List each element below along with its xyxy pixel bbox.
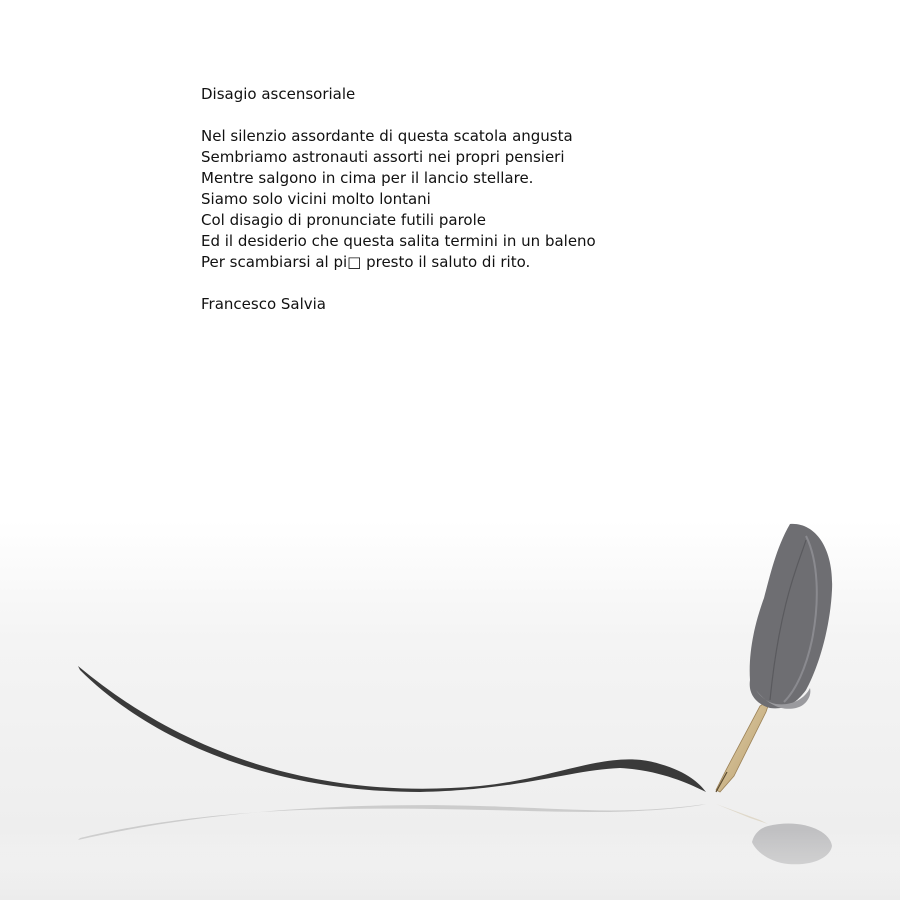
ink-stroke: [78, 666, 706, 792]
poem-line-3: Mentre salgono in cima per il lancio stellare.: [201, 169, 534, 187]
poem-line-7: Per scambiarsi al pi□ presto il saluto di rito.: [201, 253, 531, 271]
poem-line-1: Nel silenzio assordante di questa scatola angusta: [201, 127, 573, 145]
poem-title: Disagio ascensoriale: [201, 85, 356, 103]
poem-line-6: Ed il desiderio che questa salita termini in un baleno: [201, 232, 596, 250]
poem-line-2: Sembriamo astronauti assorti nei propri pensieri: [201, 148, 565, 166]
quill-pen-icon: [750, 524, 832, 709]
floor-fade: [0, 830, 900, 900]
quill-ink-illustration: [0, 500, 900, 900]
poem-author: Francesco Salvia: [201, 295, 327, 313]
poem-block: [201, 84, 596, 315]
poem-line-5: Col disagio di pronunciate futili parole: [201, 211, 486, 229]
poem-line-4: Siamo solo vicini molto lontani: [201, 190, 431, 208]
stanza-gap: [201, 273, 596, 294]
stanza-gap: [201, 105, 596, 126]
